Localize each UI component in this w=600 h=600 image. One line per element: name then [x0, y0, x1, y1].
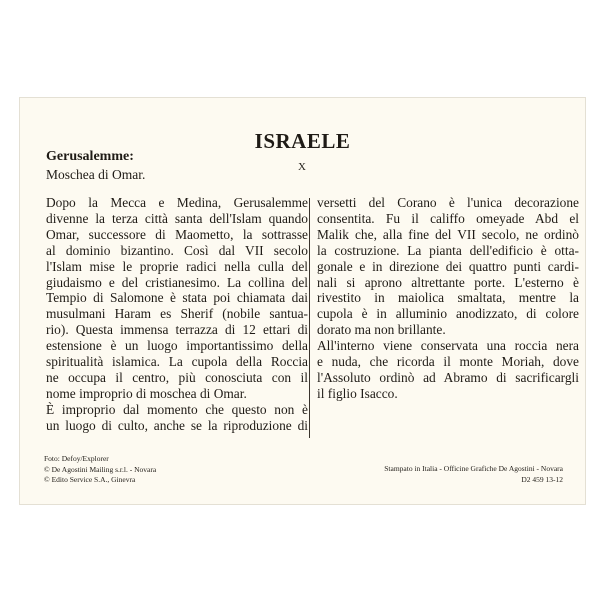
- card-title: ISRAELE: [254, 129, 351, 153]
- text-line: musulmani Haram es Sherif (nobile santua-: [46, 306, 308, 322]
- printer-line: Stampato in Italia - Officine Grafiche De Agostini - Novara: [384, 464, 563, 473]
- place-heading: Gerusalemme:: [46, 149, 134, 164]
- text-line: cupola è in alluminio anodizzato, di colore: [317, 306, 579, 322]
- text-line: divenne la terza città santa dell'Islam quando: [46, 210, 308, 226]
- text-line: rio). Questa immensa terrazza di 12 ettari di: [46, 322, 308, 338]
- text-line: All'interno viene conservata una roccia nera: [317, 338, 579, 354]
- text-line: versetti del Corano è l'unica decorazione: [317, 195, 579, 210]
- text-line: È improprio dal momento che questo non è: [46, 401, 308, 417]
- text-line: la costruzione. La pianta dell'edificio è otta-: [317, 242, 579, 258]
- text-line: ne occupa il centro, più conosciuta con il: [46, 369, 308, 385]
- text-line: spiritualità islamica. La cupola della Roccia: [46, 354, 308, 370]
- text-line: Tempio di Salomone è stata poi chiamata dai: [46, 290, 308, 306]
- text-column-right: [317, 195, 579, 402]
- text-line: e nuda, che ricorda il monte Moriah, dove: [317, 354, 579, 370]
- text-line: dorato ma non brillante.: [317, 322, 446, 338]
- text-line: Dopo la Mecca e Medina, Gerusalemme: [46, 195, 308, 210]
- text-line: consentita. Fu il califfo omeyade Abd el: [317, 210, 579, 226]
- text-line: Malik che, alla fine del VII secolo, ne ordinò: [317, 226, 579, 242]
- text-line: l'Assoluto ordinò ad Abramo di sacrificargli: [317, 369, 579, 385]
- credit-line: Foto: Defoy/Explorer: [44, 454, 109, 463]
- text-line: estensione è un luogo importantissimo della: [46, 338, 308, 354]
- text-line: al dominio bizantino. Così dal VII secolo: [46, 242, 308, 258]
- text-line: l'Islam mise le proprie radici nella culla del: [46, 258, 308, 274]
- text-line: gonale e in direzione dei quattro punti cardi-: [317, 258, 579, 274]
- photo-credits: [44, 454, 156, 486]
- column-divider: [309, 198, 310, 438]
- text-line: il figlio Isacco.: [317, 385, 398, 401]
- text-column-left: [46, 195, 308, 434]
- text-line: nali si aprono altrettante porte. L'esterno è: [317, 274, 579, 290]
- text-line: rivestito in maiolica smaltata, mentre la: [317, 290, 579, 306]
- credit-line: © De Agostini Mailing s.r.l. - Novara: [44, 464, 157, 474]
- text-line: giudaismo e del cristianesimo. La collina del: [46, 274, 308, 290]
- printer-info: [384, 464, 563, 485]
- text-line: Omar, successore di Maometto, la sottrasse: [46, 226, 308, 242]
- card-code: D2 459 13-12: [521, 474, 563, 484]
- place-subheading: Moschea di Omar.: [46, 167, 146, 182]
- text-line: nome improprio di moschea di Omar.: [46, 385, 247, 401]
- volume-marker: X: [298, 161, 306, 173]
- text-line: un luogo di culto, anche se la riproduzione di: [46, 417, 308, 433]
- credit-line: © Edito Service S.A., Ginevra: [44, 475, 136, 484]
- info-card: [19, 97, 586, 505]
